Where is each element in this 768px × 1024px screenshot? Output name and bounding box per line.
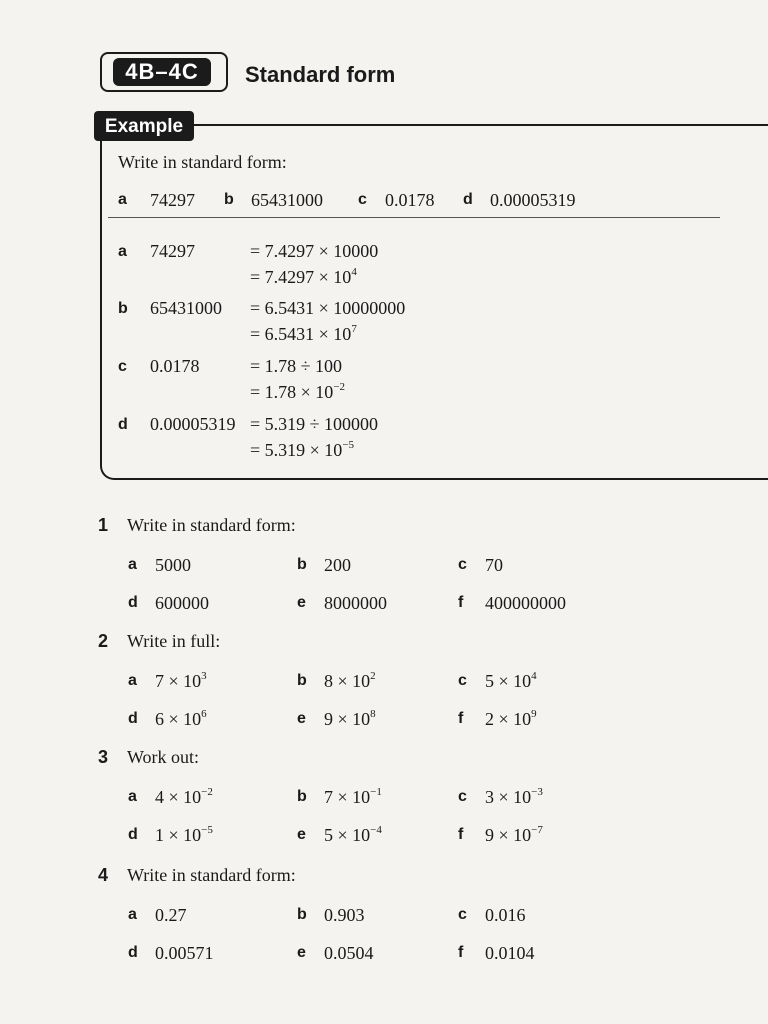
solution-letter: a — [118, 243, 127, 260]
solution-step-2: = $6.5431 \times 10^7$ — [250, 323, 357, 344]
item-value: $2 \times 10^9$ — [485, 708, 537, 729]
item-value: $1 \times 10^{-5}$ — [155, 824, 213, 845]
prompt-letter: a — [118, 191, 127, 208]
solution-step-1: = 7.4297 × 10000 — [250, 241, 379, 261]
solution-number: 0.0178 — [150, 356, 200, 376]
item-value: $3 \times 10^{-3}$ — [485, 786, 543, 807]
item-letter: e — [297, 594, 306, 611]
item-value: 8000000 — [324, 593, 387, 613]
solution-letter: c — [118, 358, 127, 375]
solution-number: 65431000 — [150, 298, 222, 318]
prompt-value: 65431000 — [251, 190, 323, 210]
item-value: $8 \times 10^2$ — [324, 670, 376, 691]
exercise-instruction: Write in standard form: — [127, 865, 296, 885]
item-letter: a — [128, 788, 137, 805]
solution-letter: b — [118, 300, 128, 317]
item-letter: d — [128, 710, 138, 727]
solution-step-2: = $1.78 \times 10^{-2}$ — [250, 381, 346, 402]
prompt-value: 74297 — [150, 190, 195, 210]
item-letter: a — [128, 672, 137, 689]
solution-step-1: = 5.319 ÷ 100000 — [250, 414, 379, 434]
item-letter: c — [458, 672, 467, 689]
prompt-letter: b — [224, 191, 234, 208]
item-value: $7 \times 10^3$ — [155, 670, 207, 691]
item-letter: b — [297, 672, 307, 689]
solution-number: 74297 — [150, 241, 195, 261]
item-value: $9 \times 10^8$ — [324, 708, 376, 729]
exercise-instruction: Write in standard form: — [127, 515, 296, 535]
item-letter: b — [297, 556, 307, 573]
item-letter: e — [297, 710, 306, 727]
solution-step-2: = $7.4297 \times 10^4$ — [250, 266, 357, 287]
item-letter: f — [458, 944, 464, 961]
item-value: 400000000 — [485, 593, 566, 613]
example-top-rule — [196, 124, 726, 126]
exercise-number: 4 — [98, 865, 109, 885]
item-letter: a — [128, 556, 137, 573]
section-code-badge: 4B–4C — [113, 58, 211, 86]
solution-step-1: = 6.5431 × 10000000 — [250, 298, 406, 318]
item-value: 0.0104 — [485, 943, 535, 963]
item-letter: c — [458, 556, 467, 573]
item-value: $5 \times 10^{-4}$ — [324, 824, 382, 845]
prompt-letter: d — [463, 191, 473, 208]
prompt-letter: c — [358, 191, 367, 208]
item-value: 5000 — [155, 555, 191, 575]
exercise-instruction: Work out: — [127, 747, 200, 767]
solution-letter: d — [118, 416, 128, 433]
solution-step-1: = 1.78 ÷ 100 — [250, 356, 343, 376]
exercise-number: 3 — [98, 747, 109, 767]
item-value: 200 — [324, 555, 351, 575]
solution-step-2: = $5.319 \times 10^{-5}$ — [250, 439, 355, 460]
item-letter: b — [297, 788, 307, 805]
exercise-number: 2 — [98, 631, 109, 651]
item-letter: f — [458, 826, 464, 843]
item-letter: d — [128, 826, 138, 843]
item-value: 0.27 — [155, 905, 187, 925]
item-letter: c — [458, 906, 467, 923]
exercise-instruction: Write in full: — [127, 631, 221, 651]
example-instruction: Write in standard form: — [118, 152, 287, 172]
page-title: Standard form — [245, 62, 396, 87]
item-value: $6 \times 10^6$ — [155, 708, 207, 729]
item-letter: f — [458, 710, 464, 727]
item-letter: f — [458, 594, 464, 611]
item-value: 0.016 — [485, 905, 526, 925]
item-letter: e — [297, 826, 306, 843]
item-value: $5 \times 10^4$ — [485, 670, 537, 691]
exercise-number: 1 — [98, 515, 109, 535]
item-value: 70 — [485, 555, 503, 575]
item-value: 0.0504 — [324, 943, 374, 963]
item-letter: a — [128, 906, 137, 923]
example-label: Example — [94, 111, 194, 141]
item-letter: e — [297, 944, 306, 961]
item-value: 0.903 — [324, 905, 365, 925]
item-value: $9 \times 10^{-7}$ — [485, 824, 543, 845]
example-divider — [108, 217, 720, 218]
prompt-value: 0.00005319 — [490, 190, 576, 210]
item-letter: d — [128, 594, 138, 611]
prompt-value: 0.0178 — [385, 190, 435, 210]
item-letter: c — [458, 788, 467, 805]
item-letter: b — [297, 906, 307, 923]
solution-number: 0.00005319 — [150, 414, 236, 434]
item-value: 0.00571 — [155, 943, 214, 963]
item-value: 600000 — [155, 593, 209, 613]
item-value: $7 \times 10^{-1}$ — [324, 786, 382, 807]
item-value: $4 \times 10^{-2}$ — [155, 786, 213, 807]
item-letter: d — [128, 944, 138, 961]
